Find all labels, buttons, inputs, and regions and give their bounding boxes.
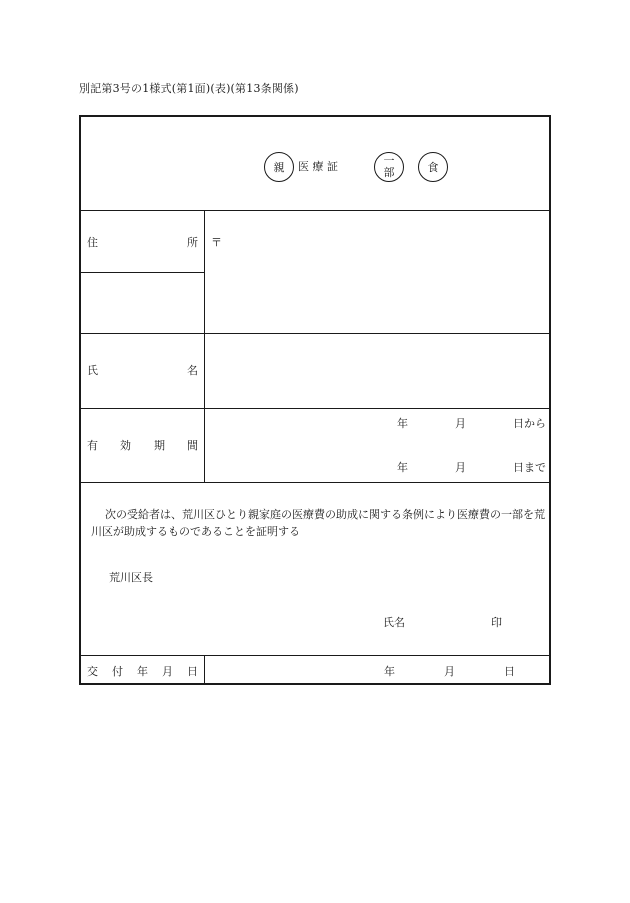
issue-date-month: 月 (444, 665, 455, 678)
shoku-circle (418, 152, 448, 182)
issue-date-year: 年 (384, 665, 395, 678)
validity-from-month: 月 (455, 417, 466, 430)
ichibu-circle-top: 一 (383, 154, 395, 167)
name-label-left: 氏 (87, 364, 98, 377)
row-divider-validity (81, 482, 549, 483)
issue-date-label-2: 付 (112, 665, 123, 678)
issuer-name: 荒川区長 (109, 571, 153, 584)
certification-statement: 次の受給者は、荒川区ひとり親家庭の医療費の助成に関する条例により医療費の一部を荒川区が助成するものであることを証明する (91, 508, 545, 538)
issue-date-label-1: 交 (87, 665, 98, 678)
validity-label-3: 期 (154, 439, 165, 452)
official-name-label: 氏名 (383, 616, 405, 629)
oya-circle (264, 152, 294, 182)
row-divider-address-label (81, 272, 204, 273)
validity-until-year: 年 (397, 461, 408, 474)
issue-date-label-4: 月 (162, 665, 173, 678)
ichibu-circle-bottom: 部 (383, 166, 395, 179)
issue-date-day: 日 (504, 665, 515, 678)
form-caption: 別記第3号の1様式(第1面)(表)(第13条関係) (79, 82, 299, 95)
validity-until-month: 月 (455, 461, 466, 474)
validity-label-1: 有 (87, 439, 98, 452)
postal-mark: 〒 (211, 236, 222, 249)
row-divider-certification (81, 655, 549, 656)
shoku-circle-text: 食 (427, 161, 439, 174)
row-divider-address (81, 333, 549, 334)
issue-date-label-3: 年 (137, 665, 148, 678)
certificate-title: 医 療 証 (298, 160, 338, 173)
issue-date-label-5: 日 (187, 665, 198, 678)
validity-label-4: 間 (187, 439, 198, 452)
row-divider-title (81, 210, 549, 211)
address-label-right: 所 (187, 236, 198, 249)
name-label-right: 名 (187, 364, 198, 377)
ichibu-circle (374, 152, 404, 182)
column-divider-name (204, 333, 205, 483)
oya-circle-text: 親 (273, 161, 285, 174)
row-divider-name (81, 408, 549, 409)
validity-until-day: 日まで (513, 461, 546, 474)
validity-from-day: 日から (513, 417, 546, 430)
column-divider-issue-date (204, 655, 205, 685)
validity-from-year: 年 (397, 417, 408, 430)
column-divider-address (204, 210, 205, 333)
validity-label-2: 効 (120, 439, 131, 452)
address-label-left: 住 (87, 236, 98, 249)
medical-certificate-form (79, 115, 551, 685)
seal-label: 印 (491, 616, 502, 629)
